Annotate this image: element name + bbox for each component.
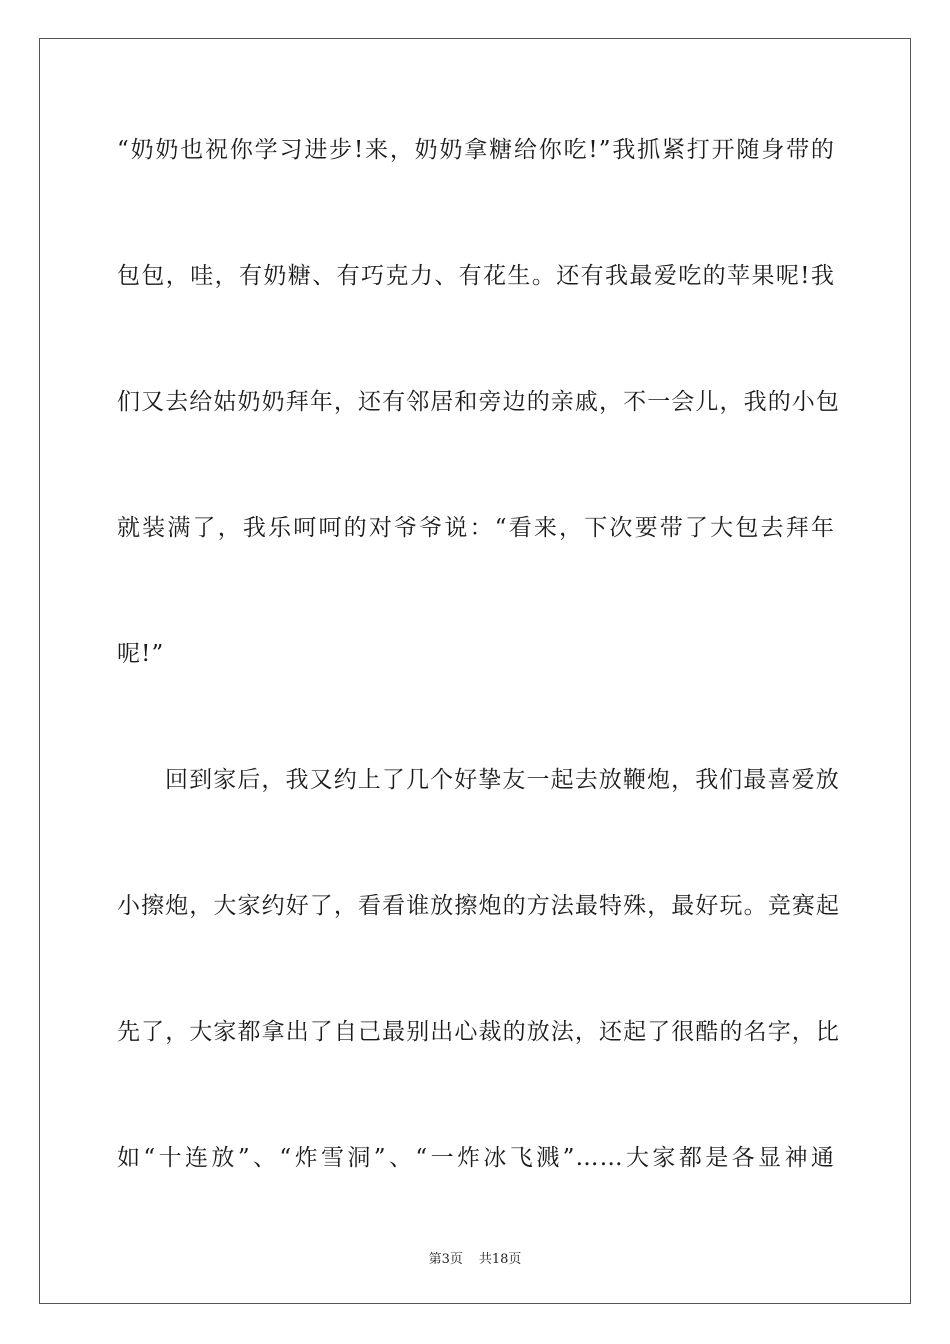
text-line: 们又去给姑奶奶拜年，还有邻居和旁边的亲戚，不一会儿，我的小包 (117, 389, 840, 415)
text-line: 就装满了，我乐呵呵的对爷爷说：“看来，下次要带了大包去拜年 (117, 515, 835, 541)
text-line: 呢!” (117, 641, 165, 667)
text-line: 回到家后，我又约上了几个好挚友一起去放鞭炮，我们最喜爱放 (165, 767, 840, 793)
page-total: 共18页 (478, 1252, 522, 1267)
document-body (117, 112, 840, 1246)
paragraph-2 (117, 742, 840, 1246)
text-line: 先了，大家都拿出了自己最别出心裁的放法，还起了很酷的名字，比 (117, 1019, 840, 1045)
page-number: 第3页 (428, 1252, 463, 1267)
text-line: 小擦炮，大家约好了，看看谁放擦炮的方法最特殊，最好玩。竞赛起 (117, 893, 840, 919)
text-line: “奶奶也祝你学习进步!来，奶奶拿糖给你吃!”我抓紧打开随身带的 (117, 137, 835, 163)
text-line: 包包，哇，有奶糖、有巧克力、有花生。还有我最爱吃的苹果呢!我 (117, 263, 835, 289)
text-line: 如“十连放”、“炸雪洞”、“一炸冰飞溅”……大家都是各显神通 (117, 1145, 835, 1171)
page-footer (0, 1248, 950, 1267)
paragraph-1 (117, 112, 840, 742)
